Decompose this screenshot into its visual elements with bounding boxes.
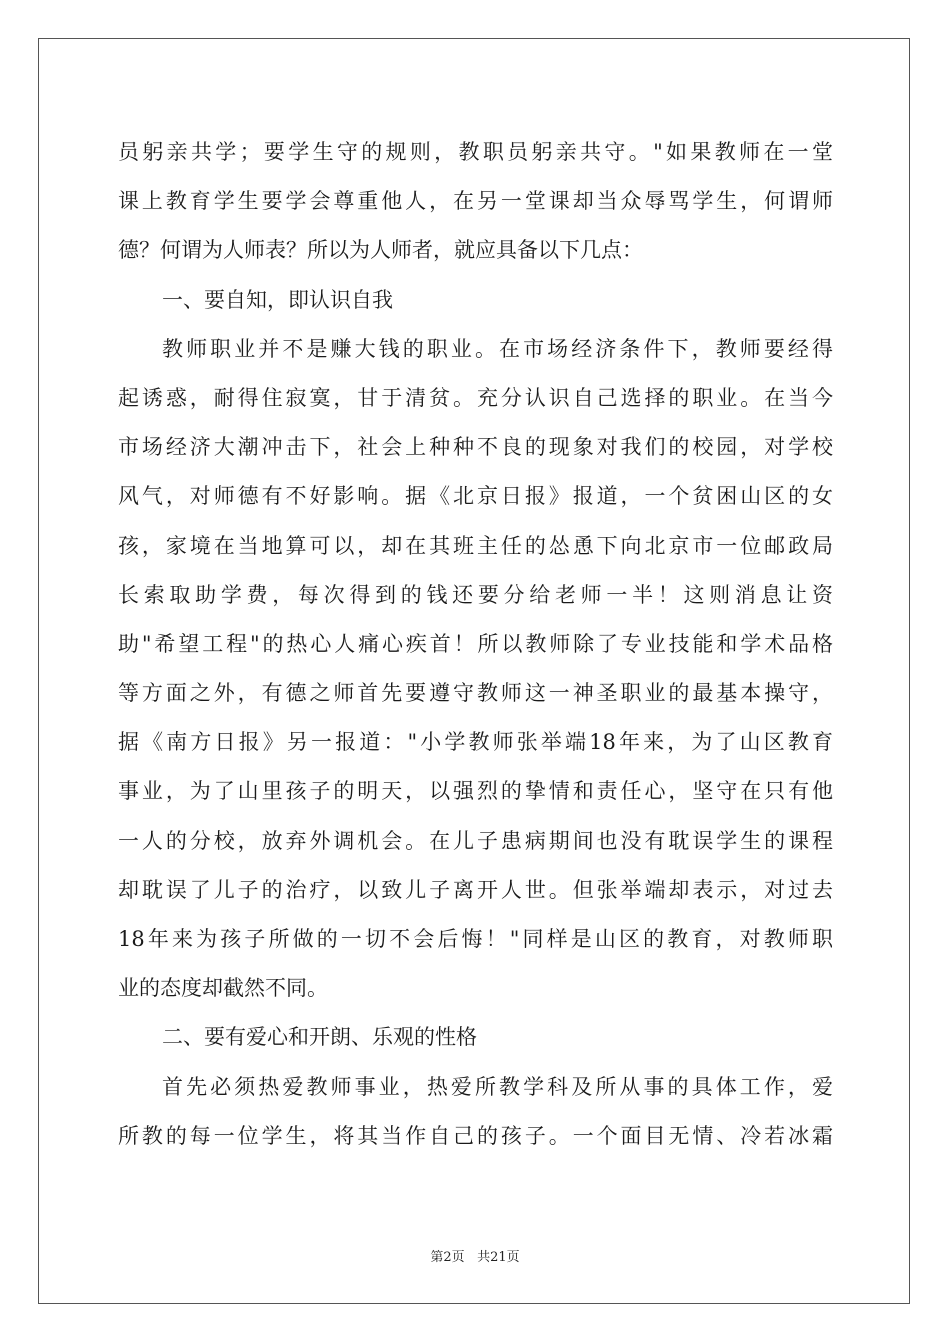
body-line: 长索取助学费，每次得到的钱还要分给老师一半！这则消息让资 bbox=[118, 582, 833, 607]
body-line: 首先必须热爱教师事业，热爱所教学科及所从事的具体工作，爱 bbox=[162, 1074, 833, 1099]
body-line: 起诱惑，耐得住寂寞，甘于清贫。充分认识自己选择的职业。在当今 bbox=[118, 385, 833, 410]
body-line: 却耽误了儿子的治疗，以致儿子离开人世。但张举端却表示，对过去 bbox=[118, 877, 833, 902]
body-line: 据《南方日报》另一报道："小学教师张举端18年来，为了山区教育 bbox=[118, 730, 833, 755]
document-body bbox=[118, 128, 833, 1161]
body-line: 一人的分校，放弃外调机会。在儿子患病期间也没有耽误学生的课程 bbox=[118, 828, 833, 853]
body-line: 课上教育学生要学会尊重他人，在另一堂课却当众辱骂学生，何谓师 bbox=[118, 189, 833, 214]
body-line: 等方面之外，有德之师首先要遵守教师这一神圣职业的最基本操守， bbox=[118, 681, 833, 706]
body-line: 所教的每一位学生，将其当作自己的孩子。一个面目无情、冷若冰霜 bbox=[118, 1123, 833, 1148]
section-heading: 二、要有爱心和开朗、乐观的性格 bbox=[162, 1025, 477, 1050]
body-line: 业的态度却截然不同。 bbox=[118, 976, 328, 1001]
page-footer bbox=[0, 1246, 950, 1265]
body-line: 18年来为孩子所做的一切不会后悔！"同样是山区的教育，对教师职 bbox=[118, 927, 833, 951]
body-line: 员躬亲共学；要学生守的规则，教职员躬亲共守。"如果教师在一堂 bbox=[118, 140, 833, 164]
body-line: 德？何谓为人师表？所以为人师者，就应具备以下几点： bbox=[118, 238, 643, 263]
page-number: 第2页 bbox=[430, 1250, 465, 1265]
body-line: 助"希望工程"的热心人痛心疾首！所以教师除了专业技能和学术品格 bbox=[118, 631, 833, 656]
body-line: 教师职业并不是赚大钱的职业。在市场经济条件下，教师要经得 bbox=[162, 336, 833, 361]
body-line: 孩，家境在当地算可以，却在其班主任的怂恿下向北京市一位邮政局 bbox=[118, 533, 833, 558]
body-line: 事业，为了山里孩子的明天，以强烈的挚情和责任心，坚守在只有他 bbox=[118, 779, 833, 804]
page-total: 共21页 bbox=[477, 1250, 520, 1265]
section-heading: 一、要自知，即认识自我 bbox=[162, 287, 393, 312]
body-line: 风气，对师德有不好影响。据《北京日报》报道，一个贫困山区的女 bbox=[118, 484, 833, 509]
body-line: 市场经济大潮冲击下，社会上种种不良的现象对我们的校园，对学校 bbox=[118, 435, 833, 460]
